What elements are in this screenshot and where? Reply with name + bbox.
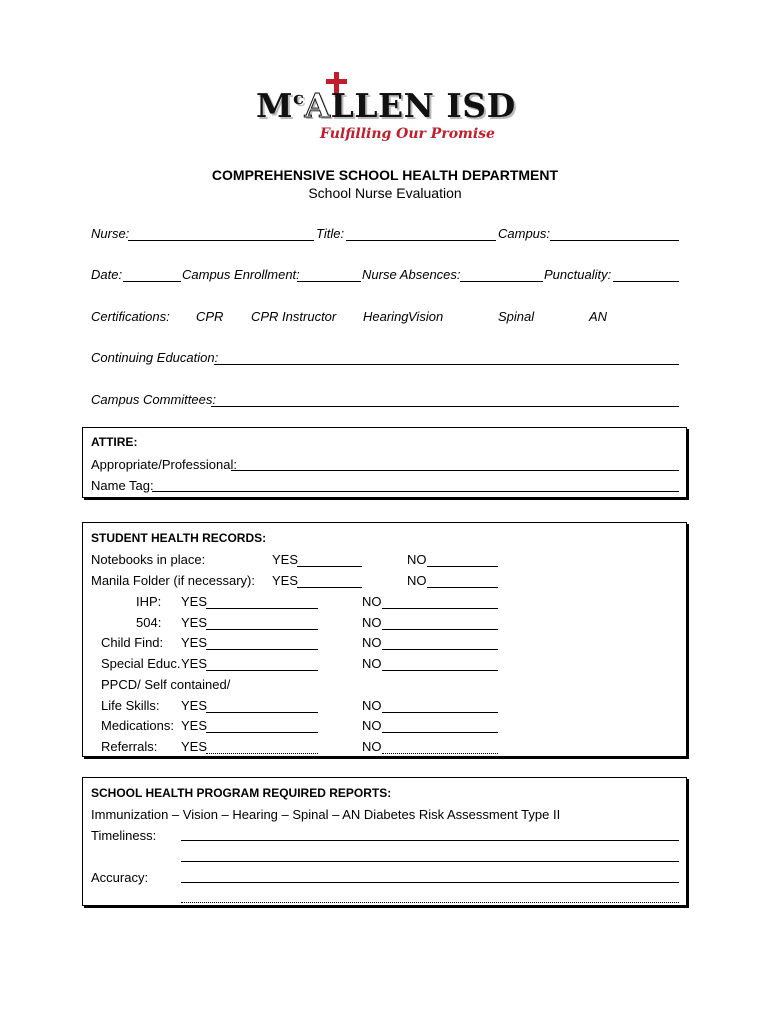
punctuality-label: Punctuality: bbox=[544, 267, 612, 282]
attire-heading: ATTIRE: bbox=[91, 435, 138, 449]
ihp-no-field[interactable] bbox=[382, 608, 498, 609]
campus-label: Campus: bbox=[498, 226, 551, 241]
continuing-education-label: Continuing Education: bbox=[91, 350, 219, 365]
referrals-yes-label: YES bbox=[181, 739, 208, 754]
life-skills-yes-field[interactable] bbox=[206, 712, 318, 713]
special-educ-yes-label: YES bbox=[181, 656, 208, 671]
medications-no-label: NO bbox=[362, 718, 382, 733]
504-yes-label: YES bbox=[181, 615, 208, 630]
manila-no-label: NO bbox=[407, 573, 427, 588]
enrollment-field[interactable] bbox=[297, 281, 361, 282]
medications-label: Medications: bbox=[101, 718, 174, 733]
absences-field[interactable] bbox=[460, 281, 543, 282]
appropriate-field[interactable] bbox=[231, 470, 679, 471]
logo-cross-horizontal bbox=[326, 79, 347, 84]
date-label: Date: bbox=[91, 267, 123, 282]
medications-yes-label: YES bbox=[181, 718, 208, 733]
cert-an: AN bbox=[589, 309, 608, 324]
manila-yes-label: YES bbox=[272, 573, 299, 588]
nurse-field[interactable] bbox=[128, 240, 314, 241]
referrals-no-field[interactable] bbox=[382, 753, 498, 754]
timeliness-field-1[interactable] bbox=[181, 840, 679, 841]
ihp-yes-label: YES bbox=[181, 594, 208, 609]
ihp-no-label: NO bbox=[362, 594, 382, 609]
title-label: Title: bbox=[316, 226, 345, 241]
life-skills-label: Life Skills: bbox=[101, 698, 160, 713]
504-label: 504: bbox=[136, 615, 162, 630]
special-educ-label: Special Educ. bbox=[101, 656, 181, 671]
life-skills-no-label: NO bbox=[362, 698, 382, 713]
enrollment-label: Campus Enrollment: bbox=[182, 267, 300, 282]
special-educ-no-label: NO bbox=[362, 656, 382, 671]
page-subtitle: School Nurse Evaluation bbox=[308, 185, 462, 201]
page-title: COMPREHENSIVE SCHOOL HEALTH DEPARTMENT bbox=[211, 167, 559, 183]
medications-yes-field[interactable] bbox=[206, 732, 318, 733]
special-educ-yes-field[interactable] bbox=[206, 670, 318, 671]
referrals-no-label: NO bbox=[362, 739, 382, 754]
appropriate-label: Appropriate/Professional: bbox=[91, 457, 237, 472]
child-find-label: Child Find: bbox=[101, 635, 164, 650]
cert-vision: Vision bbox=[408, 309, 444, 324]
medications-no-field[interactable] bbox=[382, 732, 498, 733]
notebooks-no-label: NO bbox=[407, 552, 427, 567]
504-yes-field[interactable] bbox=[206, 629, 318, 630]
child-find-no-field[interactable] bbox=[382, 649, 498, 650]
name-tag-label: Name Tag: bbox=[91, 478, 154, 493]
special-educ-no-field[interactable] bbox=[382, 670, 498, 671]
accuracy-field-1[interactable] bbox=[181, 882, 679, 883]
ihp-yes-field[interactable] bbox=[206, 608, 318, 609]
certifications-label: Certifications: bbox=[91, 309, 170, 324]
life-skills-yes-label: YES bbox=[181, 698, 208, 713]
manila-no-field[interactable] bbox=[427, 587, 498, 588]
campus-field[interactable] bbox=[550, 240, 679, 241]
cert-cpr-instructor: CPR Instructor bbox=[251, 309, 337, 324]
timeliness-label: Timeliness: bbox=[91, 828, 157, 843]
accuracy-field-2[interactable] bbox=[181, 902, 679, 903]
date-field[interactable] bbox=[123, 281, 181, 282]
timeliness-field-2[interactable] bbox=[181, 861, 679, 862]
child-find-no-label: NO bbox=[362, 635, 382, 650]
reports-heading: SCHOOL HEALTH PROGRAM REQUIRED REPORTS: bbox=[91, 786, 392, 800]
504-no-label: NO bbox=[362, 615, 382, 630]
absences-label: Nurse Absences: bbox=[362, 267, 461, 282]
ppcd-label: PPCD/ Self contained/ bbox=[101, 677, 231, 692]
accuracy-label: Accuracy: bbox=[91, 870, 149, 885]
campus-committees-field[interactable] bbox=[211, 406, 679, 407]
referrals-label: Referrals: bbox=[101, 739, 158, 754]
child-find-yes-label: YES bbox=[181, 635, 208, 650]
notebooks-yes-field[interactable] bbox=[297, 566, 362, 567]
logo-wordmark: $M^cALLEN$ ISD bbox=[256, 86, 516, 125]
life-skills-no-field[interactable] bbox=[382, 712, 498, 713]
reports-list: Immunization – Vision – Hearing – Spinal – AN Diabetes Risk Assessment Type II bbox=[91, 807, 561, 822]
notebooks-label: Notebooks in place: bbox=[91, 552, 206, 567]
campus-committees-label: Campus Committees: bbox=[91, 392, 216, 407]
name-tag-field[interactable] bbox=[152, 491, 679, 492]
records-heading: STUDENT HEALTH RECORDS: bbox=[91, 531, 267, 545]
cert-spinal: Spinal bbox=[498, 309, 535, 324]
nurse-label: Nurse: bbox=[91, 226, 130, 241]
cert-cpr: CPR bbox=[196, 309, 224, 324]
notebooks-yes-label: YES bbox=[272, 552, 299, 567]
ihp-label: IHP: bbox=[136, 594, 162, 609]
referrals-yes-field[interactable] bbox=[206, 753, 318, 754]
manila-label: Manila Folder (if necessary): bbox=[91, 573, 255, 588]
title-field[interactable] bbox=[346, 240, 496, 241]
child-find-yes-field[interactable] bbox=[206, 649, 318, 650]
manila-yes-field[interactable] bbox=[297, 587, 362, 588]
logo-tagline: Fulfilling Our Promise bbox=[320, 126, 495, 142]
punctuality-field[interactable] bbox=[613, 281, 679, 282]
504-no-field[interactable] bbox=[382, 629, 498, 630]
notebooks-no-field[interactable] bbox=[427, 566, 498, 567]
cert-hearing: Hearing bbox=[363, 309, 409, 324]
continuing-education-field[interactable] bbox=[214, 364, 679, 365]
